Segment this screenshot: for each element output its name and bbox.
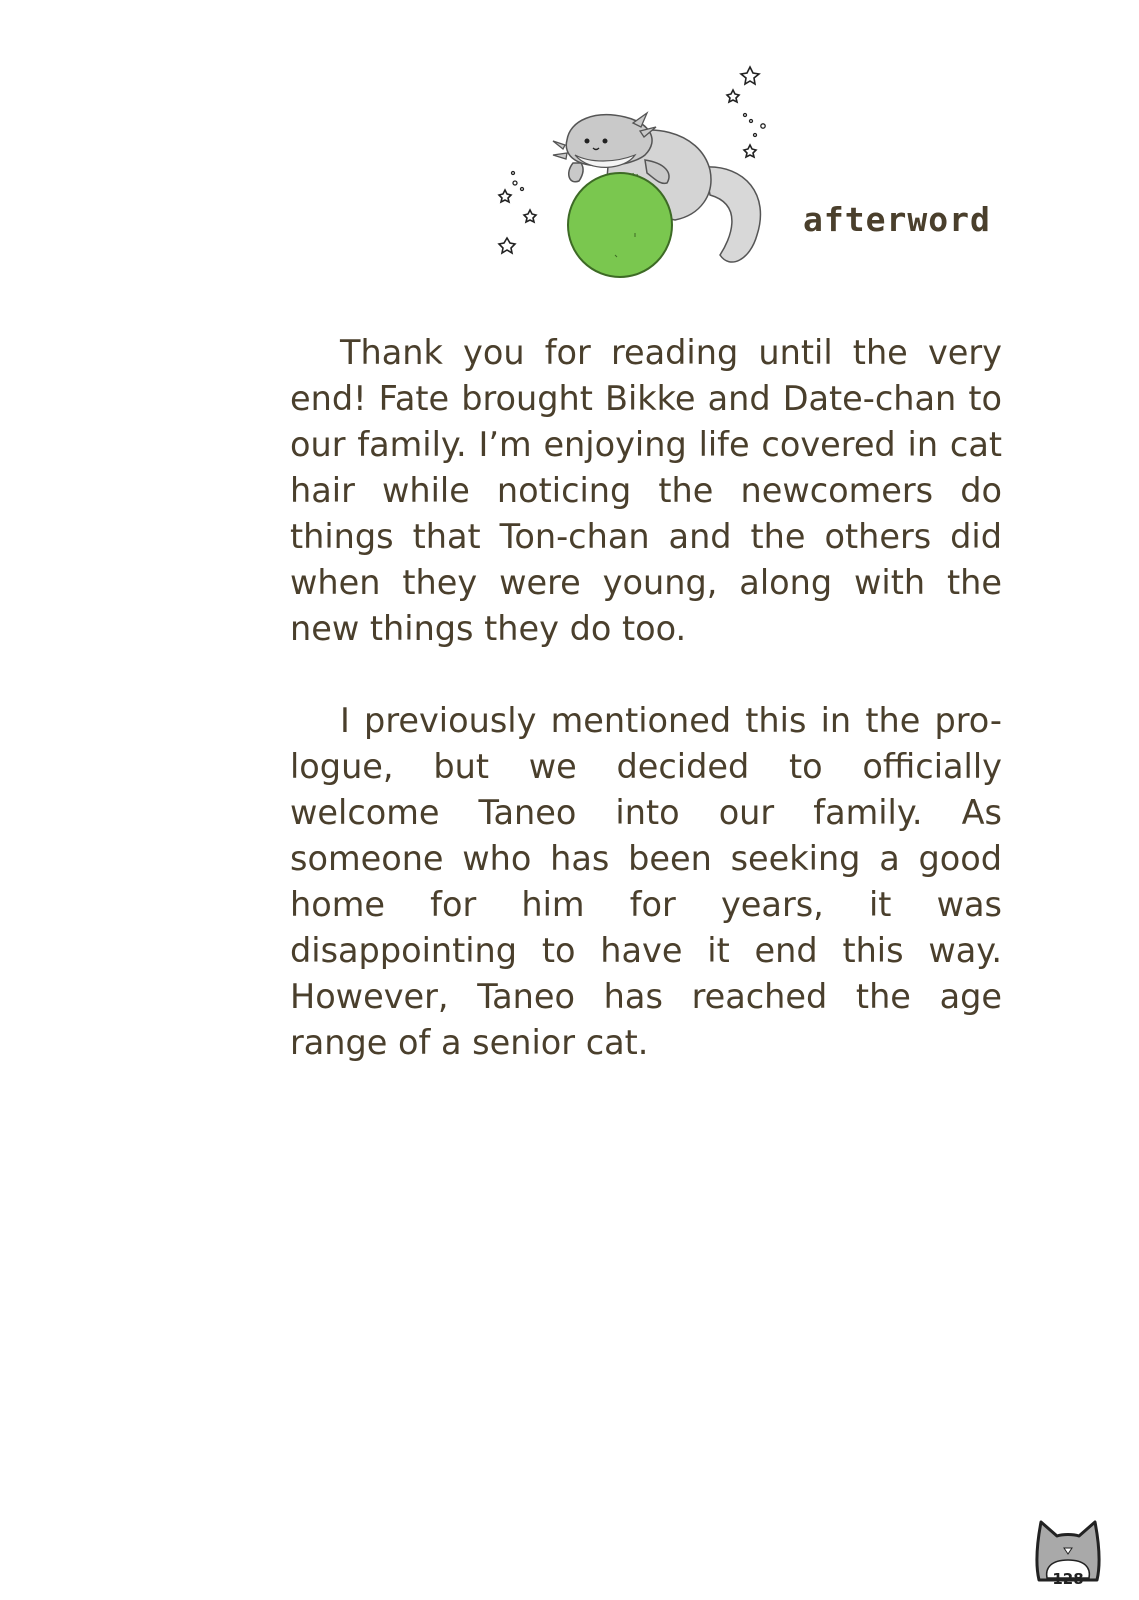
page-heading: afterword [803,200,991,239]
page-number: 128 [1052,1570,1084,1588]
axolotl-on-ball-illustration [495,55,795,285]
paragraph: I previously mentioned this in the pro-logue, but we decided to officially welcome Taneo into our family. As someone who has been seeking a good home for him for years, it was disappointing to have it end this way. However, Taneo has reached the age range of a senior cat. [290,701,1002,1062]
paragraph: Thank you for reading until the very end! Fate brought Bikke and Date-chan to our family. I’m enjoying life covered in cat hair while noticing the newcomers do things that Ton-chan and the others did when they were young, along with the new things they do too. [290,333,1002,648]
body-text [290,330,1002,1066]
